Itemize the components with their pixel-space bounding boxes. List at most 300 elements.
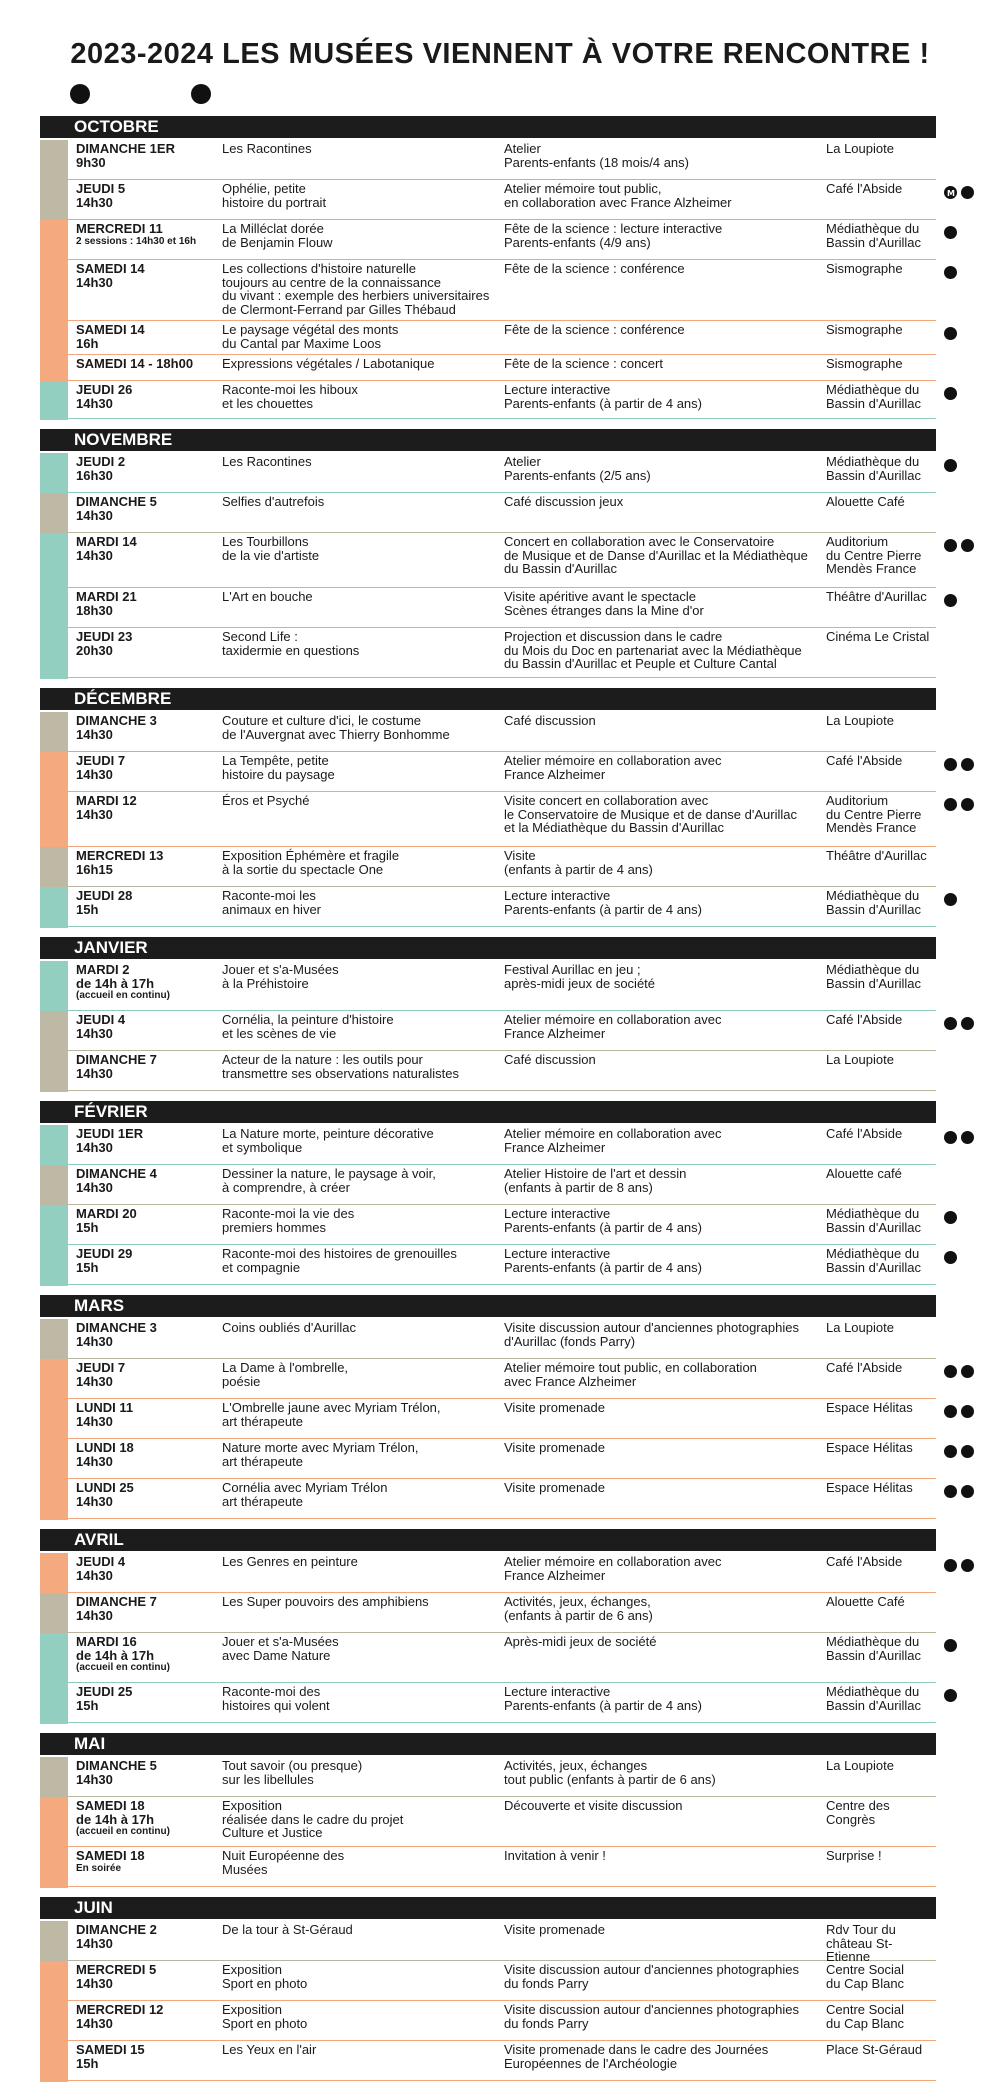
month-section (40, 1733, 936, 1887)
dot-icon (961, 1405, 974, 1418)
event-row (40, 887, 936, 927)
event-date-text: DIMANCHE 7 14h30 (76, 1594, 157, 1623)
event-row (40, 381, 936, 419)
category-color-bar (40, 1633, 68, 1684)
event-title: Les Genres en peinture (222, 1554, 358, 1569)
event-date-text: JEUDI 5 14h30 (76, 181, 126, 210)
event-date-text: MARDI 16 de 14h à 17h (76, 1634, 155, 1663)
event-title: Les Super pouvoirs des amphibiens (222, 1594, 429, 1609)
event-title: Exposition Sport en photo (222, 2002, 308, 2031)
event-date-note: 2 sessions : 14h30 et 16h (76, 235, 197, 247)
event-date (76, 1849, 222, 1874)
event-place: Médiathèque du Bassin d'Aurillac (826, 1634, 921, 1663)
event-date (76, 222, 222, 247)
event-date (76, 714, 222, 741)
event-row (40, 533, 936, 588)
event-activity: Concert en collaboration avec le Conservatoire de Musique et de Danse d'Aurillac et la Médiathèque du Bassin d'Aurillac (504, 534, 808, 576)
event-activity: Fête de la science : conférence (504, 261, 685, 276)
dot-icon (944, 893, 957, 906)
event-date (76, 455, 222, 482)
event-calendar (40, 116, 936, 2091)
event-activity: Atelier Parents-enfants (18 mois/4 ans) (504, 141, 689, 170)
event-title: Coins oubliés d'Aurillac (222, 1320, 356, 1335)
event-title: Jouer et s'a-Musées à la Préhistoire (222, 962, 339, 991)
event-row (40, 1245, 936, 1285)
event-title: Nuit Européenne des Musées (222, 1848, 345, 1877)
category-color-bar (40, 1921, 68, 1962)
audience-dots (944, 1445, 974, 1458)
event-title: Exposition Sport en photo (222, 1962, 308, 1991)
event-activity: Visite promenade (504, 1922, 605, 1937)
event-activity: Visite apéritive avant le spectacle Scènes étranges dans la Mine d'or (504, 589, 704, 618)
event-date-text: MARDI 12 14h30 (76, 793, 137, 822)
month-section (40, 1529, 936, 1723)
audience-dots (944, 387, 957, 400)
event-row (40, 1593, 936, 1633)
event-row (40, 140, 936, 180)
dot-icon (944, 459, 957, 472)
audience-dots (944, 459, 957, 472)
category-color-bar (40, 961, 68, 1012)
event-place: Café l'Abside (826, 1012, 903, 1027)
event-row (40, 1683, 936, 1723)
event-row (40, 712, 936, 752)
event-date (76, 383, 222, 410)
dot-icon (944, 539, 957, 552)
audience-dots (944, 266, 957, 279)
event-activity: Atelier Histoire de l'art et dessin (enfants à partir de 8 ans) (504, 1166, 687, 1195)
month-title: AVRIL (40, 1529, 936, 1551)
event-title: Exposition réalisée dans le cadre du projet Culture et Justice (222, 1798, 404, 1840)
category-color-bar (40, 453, 68, 494)
event-date-text: JEUDI 4 14h30 (76, 1012, 126, 1041)
event-activity: Atelier mémoire tout public, en collaboration avec France Alzheimer (504, 181, 732, 210)
dot-icon (944, 226, 957, 239)
event-date-text: DIMANCHE 3 14h30 (76, 1320, 157, 1349)
event-date-text: SAMEDI 14 14h30 (76, 261, 145, 290)
month-section (40, 1101, 936, 1285)
event-row (40, 180, 936, 220)
event-activity: Visite promenade dans le cadre des Journées Européennes de l'Archéologie (504, 2042, 769, 2071)
dot-icon (944, 1689, 957, 1702)
category-color-bar (40, 752, 68, 793)
category-color-bar (40, 355, 68, 382)
category-color-bar (40, 220, 68, 261)
category-color-bar (40, 1757, 68, 1798)
category-color-bar (40, 1479, 68, 1520)
event-title: Raconte-moi la vie des premiers hommes (222, 1206, 355, 1235)
event-date-text: SAMEDI 18 de 14h à 17h (76, 1798, 155, 1827)
month-title: MARS (40, 1295, 936, 1317)
event-date (76, 1013, 222, 1040)
event-activity: Visite discussion autour d'anciennes photographies d'Aurillac (fonds Parry) (504, 1320, 799, 1349)
category-color-bar (40, 140, 68, 181)
event-row (40, 628, 936, 678)
event-activity: Lecture interactive Parents-enfants (à partir de 4 ans) (504, 1246, 702, 1275)
event-date (76, 1053, 222, 1080)
event-date-note: (accueil en continu) (76, 1826, 170, 1837)
event-activity: Après-midi jeux de société (504, 1634, 657, 1649)
month-section (40, 1897, 936, 2081)
event-place: Centre Social du Cap Blanc (826, 2002, 905, 2031)
dot-icon (944, 798, 957, 811)
event-row (40, 792, 936, 847)
event-date-text: LUNDI 18 14h30 (76, 1440, 134, 1469)
audience-dots (944, 539, 974, 552)
event-title: L'Ombrelle jaune avec Myriam Trélon, art thérapeute (222, 1400, 441, 1429)
event-title: Les collections d'histoire naturelle toujours au centre de la connaissance du vivant : exemple des herbiers universitaires de Clermont-Ferrand par Gilles Thébaud (222, 261, 490, 317)
event-place: Cinéma Le Cristal (826, 629, 930, 644)
month-section (40, 688, 936, 927)
event-date (76, 794, 222, 821)
event-date (76, 1963, 222, 1990)
category-color-bar (40, 1961, 68, 2002)
event-date (76, 590, 222, 617)
category-color-bar (40, 1683, 68, 1724)
event-title: Raconte-moi des histoires qui volent (222, 1684, 330, 1713)
event-row (40, 1399, 936, 1439)
event-date-text: SAMEDI 14 16h (76, 322, 145, 351)
event-row (40, 1921, 936, 1964)
event-row (40, 1633, 936, 1683)
event-date (76, 2003, 222, 2030)
dot-icon (944, 327, 957, 340)
event-date-text: DIMANCHE 5 14h30 (76, 494, 157, 523)
event-activity: Atelier mémoire en collaboration avec France Alzheimer (504, 1126, 722, 1155)
event-date (76, 535, 222, 562)
event-place: Sismographe (826, 322, 903, 337)
dot-icon (944, 594, 957, 607)
category-color-bar (40, 2041, 68, 2082)
event-title: Cornélia avec Myriam Trélon art thérapeute (222, 1480, 388, 1509)
event-date (76, 1401, 222, 1428)
event-date (76, 323, 222, 350)
event-activity: Lecture interactive Parents-enfants (à partir de 4 ans) (504, 1684, 702, 1713)
dot-icon (944, 1365, 957, 1378)
event-row (40, 1359, 936, 1399)
event-date (76, 1441, 222, 1468)
event-row (40, 453, 936, 493)
event-activity: Visite promenade (504, 1480, 605, 1495)
dot-icon (944, 1405, 957, 1418)
event-title: La Nature morte, peinture décorative et symbolique (222, 1126, 434, 1155)
dot-icon (944, 1017, 957, 1030)
event-activity: Visite concert en collaboration avec le Conservatoire de Musique et de danse d'Aurillac et la Médiathèque du Bassin d'Aurillac (504, 793, 797, 835)
event-activity: Atelier mémoire en collaboration avec France Alzheimer (504, 1554, 722, 1583)
event-date (76, 1555, 222, 1582)
audience-dots (944, 1689, 957, 1702)
event-title: Exposition Éphémère et fragile à la sortie du spectacle One (222, 848, 400, 877)
month-title: JANVIER (40, 937, 936, 959)
event-title: Tout savoir (ou presque) sur les libellules (222, 1758, 363, 1787)
event-title: La Dame à l'ombrelle, poésie (222, 1360, 349, 1389)
event-date-text: LUNDI 25 14h30 (76, 1480, 134, 1509)
category-color-bar (40, 887, 68, 928)
event-date (76, 357, 222, 371)
event-date (76, 1167, 222, 1194)
dot-icon (944, 266, 957, 279)
event-date-text: MERCREDI 13 16h15 (76, 848, 164, 877)
event-activity: Café discussion jeux (504, 494, 624, 509)
category-color-bar (40, 712, 68, 753)
dot-icon (961, 758, 974, 771)
event-date (76, 1923, 222, 1950)
event-place: Alouette Café (826, 494, 905, 509)
event-place: La Loupiote (826, 1758, 894, 1773)
category-color-bar (40, 1847, 68, 1888)
event-date (76, 1799, 222, 1837)
event-date (76, 889, 222, 916)
event-activity: Fête de la science : lecture interactive Parents-enfants (4/9 ans) (504, 221, 723, 250)
event-place: La Loupiote (826, 713, 894, 728)
page-title: 2023-2024 LES MUSÉES VIENNENT À VOTRE RENCONTRE ! (70, 38, 930, 70)
category-color-bar (40, 1439, 68, 1480)
dot-icon (944, 1639, 957, 1652)
event-title: Selfies d'autrefois (222, 494, 325, 509)
event-place: Café l'Abside (826, 1554, 903, 1569)
event-place: Place St-Géraud (826, 2042, 923, 2057)
event-row (40, 961, 936, 1011)
event-row (40, 752, 936, 792)
dot-icon (70, 84, 90, 104)
dot-icon (944, 1559, 957, 1572)
dot-icon (961, 1445, 974, 1458)
category-color-bar (40, 1245, 68, 1286)
event-row (40, 1125, 936, 1165)
category-color-bar (40, 260, 68, 322)
event-place: La Loupiote (826, 1320, 894, 1335)
event-date-text: DIMANCHE 7 14h30 (76, 1052, 157, 1081)
event-row (40, 355, 936, 381)
event-activity: Atelier Parents-enfants (2/5 ans) (504, 454, 651, 483)
event-row (40, 1847, 936, 1887)
event-title: Les Racontines (222, 141, 312, 156)
audience-dots (944, 893, 957, 906)
event-title: Nature morte avec Myriam Trélon, art thérapeute (222, 1440, 419, 1469)
event-date-text: MARDI 21 18h30 (76, 589, 137, 618)
event-title: Cornélia, la peinture d'histoire et les scènes de vie (222, 1012, 394, 1041)
event-activity: Lecture interactive Parents-enfants (à partir de 4 ans) (504, 1206, 702, 1235)
event-title: Dessiner la nature, le paysage à voir, à comprendre, à créer (222, 1166, 436, 1195)
dot-icon (961, 798, 974, 811)
event-place: Médiathèque du Bassin d'Aurillac (826, 1246, 921, 1275)
event-date-text: JEUDI 4 14h30 (76, 1554, 126, 1583)
event-place: La Loupiote (826, 141, 894, 156)
event-date (76, 1247, 222, 1274)
event-date-text: JEUDI 7 14h30 (76, 1360, 126, 1389)
category-color-bar (40, 1797, 68, 1848)
audience-dots (944, 1485, 974, 1498)
category-color-bar (40, 381, 68, 420)
dot-icon (961, 1017, 974, 1030)
dot-icon (944, 387, 957, 400)
category-color-bar (40, 1011, 68, 1052)
event-activity: Atelier mémoire en collaboration avec France Alzheimer (504, 1012, 722, 1041)
dot-icon (944, 1485, 957, 1498)
category-color-bar (40, 847, 68, 888)
event-activity: Atelier mémoire tout public, en collaboration avec France Alzheimer (504, 1360, 757, 1389)
dot-icon (944, 758, 957, 771)
category-color-bar (40, 1593, 68, 1634)
event-title: De la tour à St-Géraud (222, 1922, 353, 1937)
event-place: Sismographe (826, 356, 903, 371)
month-title: FÉVRIER (40, 1101, 936, 1123)
category-color-bar (40, 321, 68, 356)
event-date-note: (accueil en continu) (76, 990, 170, 1001)
audience-dots (944, 1559, 974, 1572)
event-date (76, 182, 222, 209)
dot-icon (944, 1211, 957, 1224)
event-row (40, 1011, 936, 1051)
event-date (76, 1595, 222, 1622)
event-date (76, 754, 222, 781)
event-title: Expressions végétales / Labotanique (222, 356, 435, 371)
event-date (76, 1635, 222, 1673)
event-date-text: JEUDI 1ER 14h30 (76, 1126, 144, 1155)
event-title: Les Yeux en l'air (222, 2042, 317, 2057)
category-color-bar (40, 180, 68, 221)
event-row (40, 1961, 936, 2001)
audience-dots (944, 798, 974, 811)
event-place: Espace Hélitas (826, 1480, 913, 1495)
event-date-text: JEUDI 23 20h30 (76, 629, 133, 658)
event-title: L'Art en bouche (222, 589, 313, 604)
event-place: Théâtre d'Aurillac (826, 848, 927, 863)
event-row (40, 847, 936, 887)
event-title: Les Tourbillons de la vie d'artiste (222, 534, 320, 563)
event-row (40, 1553, 936, 1593)
event-date-text: SAMEDI 15 15h (76, 2042, 145, 2071)
event-activity: Visite promenade (504, 1440, 605, 1455)
audience-dots (944, 1365, 974, 1378)
event-row (40, 1757, 936, 1797)
event-place: Médiathèque du Bassin d'Aurillac (826, 382, 921, 411)
event-date-text: MARDI 2 de 14h à 17h (76, 962, 155, 991)
audience-dots (944, 1251, 957, 1264)
dot-icon (944, 1131, 957, 1144)
category-color-bar (40, 588, 68, 629)
event-place: La Loupiote (826, 1052, 894, 1067)
dot-icon (961, 1559, 974, 1572)
event-row (40, 1797, 936, 1847)
event-title: La Tempête, petite histoire du paysage (222, 753, 335, 782)
event-place: Médiathèque du Bassin d'Aurillac (826, 221, 921, 250)
event-place: Café l'Abside (826, 753, 903, 768)
audience-dots (944, 594, 957, 607)
event-activity: Activités, jeux, échanges, (enfants à partir de 6 ans) (504, 1594, 653, 1623)
event-title: Couture et culture d'ici, le costume de l'Auvergnat avec Thierry Bonhomme (222, 713, 450, 742)
event-date-text: LUNDI 11 14h30 (76, 1400, 134, 1429)
event-row (40, 2001, 936, 2041)
event-activity: Café discussion (504, 1052, 596, 1067)
audience-dots (944, 1131, 974, 1144)
event-title: Raconte-moi les hiboux et les chouettes (222, 382, 358, 411)
event-date (76, 1207, 222, 1234)
audience-dots (944, 758, 974, 771)
dot-icon (961, 1131, 974, 1144)
event-date-text: DIMANCHE 3 14h30 (76, 713, 157, 742)
event-title: Les Racontines (222, 454, 312, 469)
event-place: Médiathèque du Bassin d'Aurillac (826, 888, 921, 917)
event-activity: Invitation à venir ! (504, 1848, 606, 1863)
event-date (76, 262, 222, 289)
category-color-bar (40, 792, 68, 848)
event-place: Surprise ! (826, 1848, 882, 1863)
audience-dots (944, 1639, 957, 1652)
event-date (76, 963, 222, 1001)
category-color-bar (40, 1399, 68, 1440)
event-title: Second Life : taxidermie en questions (222, 629, 360, 658)
audience-dots (944, 1405, 974, 1418)
event-place: Théâtre d'Aurillac (826, 589, 927, 604)
event-title: Raconte-moi des histoires de grenouilles et compagnie (222, 1246, 457, 1275)
event-row (40, 588, 936, 628)
event-place: Centre des Congrès (826, 1798, 890, 1827)
event-date (76, 1685, 222, 1712)
event-activity: Visite (enfants à partir de 4 ans) (504, 848, 653, 877)
category-color-bar (40, 1359, 68, 1400)
event-title: Jouer et s'a-Musées avec Dame Nature (222, 1634, 339, 1663)
event-date-text: MERCREDI 5 14h30 (76, 1962, 157, 1991)
event-activity: Lecture interactive Parents-enfants (à partir de 4 ans) (504, 382, 702, 411)
event-date-text: DIMANCHE 4 14h30 (76, 1166, 157, 1195)
dot-icon (944, 1251, 957, 1264)
audience-dots (944, 226, 957, 239)
event-date-text: SAMEDI 14 - 18h00 (76, 356, 194, 371)
category-color-bar (40, 1553, 68, 1594)
audience-dots (944, 327, 957, 340)
event-date-text: MARDI 14 14h30 (76, 534, 137, 563)
event-title: Ophélie, petite histoire du portrait (222, 181, 327, 210)
badge-m-icon (944, 186, 957, 199)
event-date-text: DIMANCHE 1ER 9h30 (76, 141, 175, 170)
month-section (40, 429, 936, 678)
event-place: Café l'Abside (826, 181, 903, 196)
event-date (76, 1759, 222, 1786)
event-date-text: DIMANCHE 2 14h30 (76, 1922, 157, 1951)
dot-icon (944, 1445, 957, 1458)
event-place: Espace Hélitas (826, 1400, 913, 1415)
dot-icon (961, 1485, 974, 1498)
event-activity: Festival Aurillac en jeu ; après-midi jeux de société (504, 962, 656, 991)
category-color-bar (40, 2001, 68, 2042)
audience-dots (944, 1017, 974, 1030)
event-date-text: MERCREDI 11 (76, 221, 163, 236)
category-color-bar (40, 1165, 68, 1206)
event-date-text: DIMANCHE 5 14h30 (76, 1758, 157, 1787)
event-date-text: JEUDI 28 15h (76, 888, 133, 917)
event-date (76, 630, 222, 657)
event-activity: Fête de la science : conférence (504, 322, 685, 337)
event-place: Médiathèque du Bassin d'Aurillac (826, 1684, 921, 1713)
event-date-text: JEUDI 25 15h (76, 1684, 133, 1713)
category-color-bar (40, 493, 68, 534)
event-date-text: JEUDI 2 16h30 (76, 454, 126, 483)
event-date-text: MARDI 20 15h (76, 1206, 137, 1235)
month-section (40, 116, 936, 419)
category-color-bar (40, 628, 68, 679)
month-title: NOVEMBRE (40, 429, 936, 451)
event-date (76, 2043, 222, 2070)
event-place: Médiathèque du Bassin d'Aurillac (826, 454, 921, 483)
event-row (40, 1205, 936, 1245)
dot-icon (961, 186, 974, 199)
event-row (40, 1319, 936, 1359)
event-activity: Atelier mémoire en collaboration avec France Alzheimer (504, 753, 722, 782)
event-date (76, 849, 222, 876)
event-place: Rdv Tour du château St-Etienne (826, 1922, 896, 1964)
event-row (40, 321, 936, 355)
